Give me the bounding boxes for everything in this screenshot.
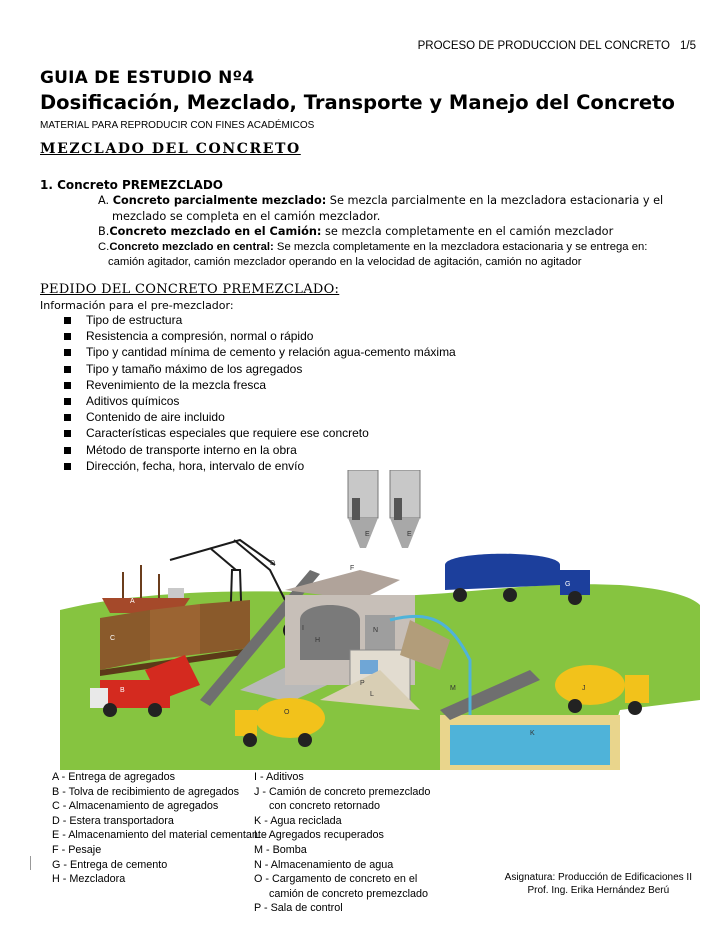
list-item (64, 328, 456, 344)
footer (505, 871, 692, 897)
list-item-text: Tipo y tamaño máximo de los agregados (86, 361, 303, 376)
sub-c (98, 239, 647, 255)
legend-item: B - Tolva de recibimiento de agregados (52, 785, 240, 798)
legend-item: M - Bomba (254, 843, 307, 856)
legend-item: J - Camión de concreto premezclado (254, 785, 431, 798)
list-item-text: Aditivos químicos (86, 393, 180, 408)
sub-b-prefix: B. (98, 225, 110, 238)
sub-c-text: Se mezcla completamente en la mezcladora estacionaria y se entrega en: (273, 241, 648, 253)
list-item (64, 442, 456, 458)
main-title: Dosificación, Mezclado, Transporte y Manejo del Concreto (40, 91, 675, 114)
legend-item: camión de concreto premezclado (254, 887, 429, 900)
letter-label: K (530, 730, 535, 737)
bullet-square-icon (64, 382, 71, 389)
sub-c-continued: camión agitador, camión mezclador operando en la velocidad de agitación, camión no agitador (108, 256, 582, 268)
letter-label: N (373, 627, 379, 634)
list-item-text: Características especiales que requiere ese concreto (86, 426, 369, 441)
academic-note: MATERIAL PARA REPRODUCIR CON FINES ACADÉMICOS (40, 120, 315, 131)
bullet-square-icon (64, 333, 71, 340)
legend-right (254, 770, 430, 916)
legend-item: G - Entrega de cemento (52, 858, 168, 871)
legend-item: P - Sala de control (254, 902, 343, 915)
bullet-square-icon (64, 430, 71, 437)
list-item-text: Tipo de estructura (86, 313, 183, 327)
legend-item: L - Agregados recuperados (254, 829, 384, 842)
letter-label: P (360, 680, 365, 687)
list-item (64, 377, 456, 393)
sub-a-bold: Concreto parcialmente mezclado: (112, 194, 327, 207)
bullet-square-icon (64, 398, 71, 405)
letter-label: D (270, 560, 276, 567)
legend-item: A - Entrega de agregados (52, 771, 176, 783)
sub-b (98, 224, 613, 240)
letter-label: A (130, 598, 135, 605)
professor-name: Prof. Ing. Erika Hernández Berú (527, 885, 670, 896)
letter-label: J (582, 685, 586, 692)
letter-label: G (565, 581, 571, 588)
list-item (64, 425, 456, 441)
list-item-text: Resistencia a compresión, normal o rápido (86, 329, 314, 344)
legend-item: O - Cargamento de concreto en el (254, 873, 418, 886)
sub-b-bold: Concreto mezclado en el Camión: (109, 225, 322, 238)
letter-label: H (315, 637, 321, 644)
requirements-list (64, 312, 456, 474)
ship-icon (102, 565, 190, 613)
item-heading: 1. Concreto PREMEZCLADO (40, 178, 223, 192)
letter-label: L (370, 691, 374, 698)
list-item (64, 344, 456, 360)
legend-item: K - Agua reciclada (254, 814, 342, 827)
page-number: 1/5 (680, 40, 696, 52)
letter-label: E (407, 531, 412, 538)
sub-a-continued: mezclado se completa en el camión mezclador. (112, 210, 381, 223)
letter-label: M (450, 685, 456, 692)
legend-item: con concreto retornado (254, 800, 381, 813)
page-header (418, 40, 696, 52)
list-item-text: Revenimiento de la mezcla fresca (86, 377, 267, 392)
list-item (64, 361, 456, 377)
sub-c-bold: Concreto mezclado en central: (109, 241, 274, 253)
list-item (64, 393, 456, 409)
legend-item: N - Almacenamiento de agua (254, 858, 394, 871)
info-label: Información para el pre-mezclador: (40, 299, 234, 312)
sub-c-prefix: C. (98, 241, 110, 253)
bullet-square-icon (64, 463, 71, 470)
section-heading: MEZCLADO DEL CONCRETO (40, 141, 301, 157)
bullet-square-icon (64, 447, 71, 454)
letter-label: F (350, 565, 355, 572)
concrete-plant-illustration (60, 470, 700, 780)
legend-item: D - Estera transportadora (52, 814, 174, 827)
legend-item: E - Almacenamiento del material cementante (52, 829, 267, 842)
legend-item: F - Pesaje (52, 843, 102, 856)
legend-left (52, 770, 267, 887)
bullet-square-icon (64, 414, 71, 421)
letter-label: O (284, 709, 290, 716)
legend-item: I - Aditivos (254, 771, 304, 783)
sub-a-text: Se mezcla parcialmente en la mezcladora estacionaria y el (326, 194, 664, 207)
legend-item: H - Mezcladora (52, 873, 126, 886)
bullet-square-icon (64, 366, 71, 373)
letter-label: C (110, 635, 116, 642)
list-item-text: Dirección, fecha, hora, intervalo de envío (86, 458, 305, 473)
letter-label: I (302, 625, 304, 632)
sub-a (98, 193, 663, 209)
sub-b-text: se mezcla completamente en el camión mezclador (321, 225, 614, 238)
list-item (64, 409, 456, 425)
bullet-square-icon (64, 317, 71, 324)
margin-mark (30, 856, 31, 870)
bullet-square-icon (64, 349, 71, 356)
list-item-text: Tipo y cantidad mínima de cemento y relación agua-cemento máxima (86, 345, 456, 360)
sub-a-prefix: A. (98, 194, 113, 207)
letter-label: E (365, 531, 370, 538)
list-item-text: Contenido de aire incluido (86, 410, 225, 425)
guide-number: GUIA DE ESTUDIO Nº4 (40, 68, 255, 88)
letter-label: B (120, 687, 125, 694)
list-item (64, 312, 456, 328)
pedido-heading: PEDIDO DEL CONCRETO PREMEZCLADO: (40, 282, 340, 297)
course-name: Asignatura: Producción de Edificaciones II (504, 872, 692, 883)
legend-item: C - Almacenamiento de agregados (52, 800, 219, 813)
header-title: PROCESO DE PRODUCCION DEL CONCRETO (417, 40, 670, 52)
list-item-text: Método de transporte interno en la obra (86, 442, 297, 457)
